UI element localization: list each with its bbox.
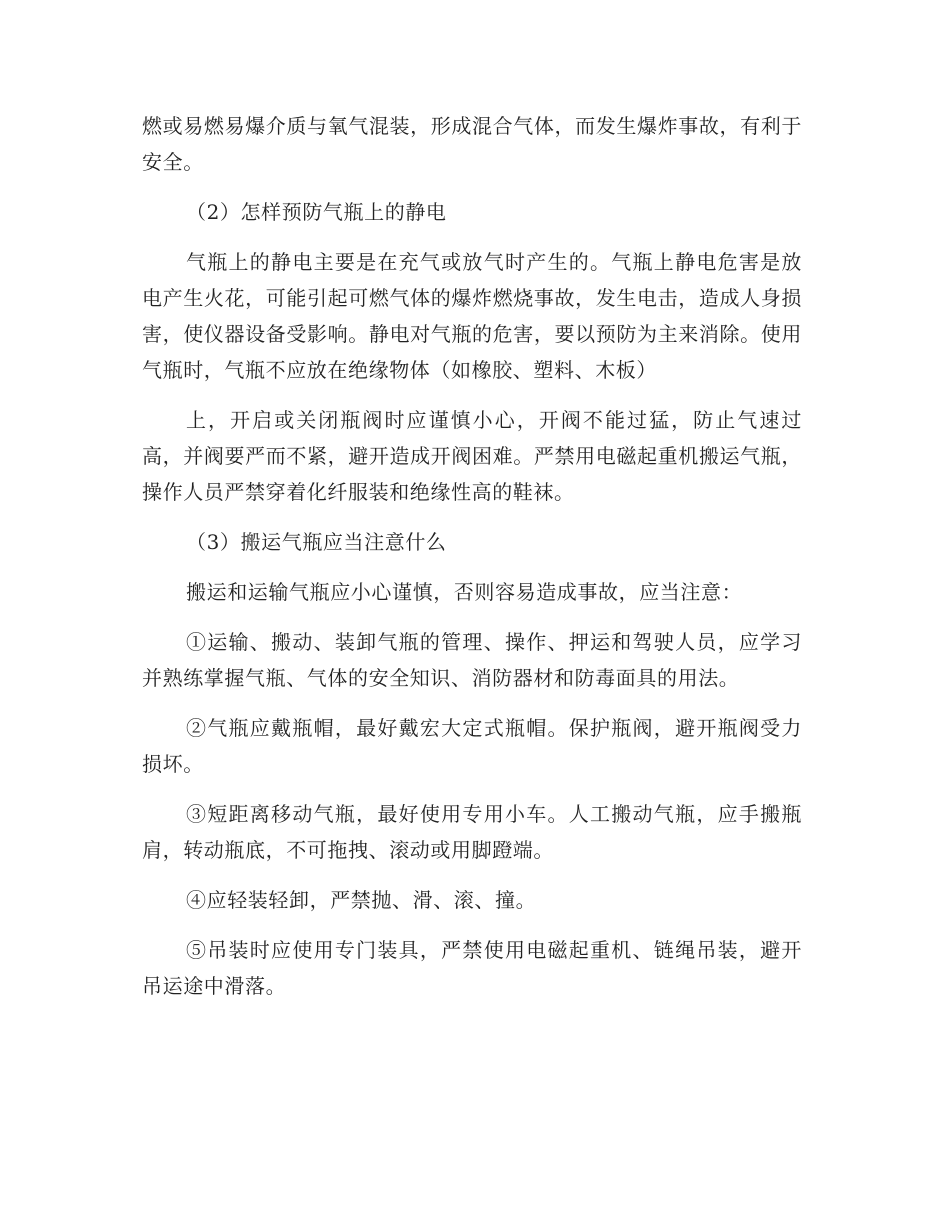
list-item-5: ⑤吊装时应使用专门装具，严禁使用电磁起重机、链绳吊装，避开吊运途中滑落。	[142, 938, 802, 998]
list-item-3: ③短距离移动气瓶，最好使用专用小车。人工搬动气瓶，应手搬瓶肩，转动瓶底，不可拖拽、滚动或用脚蹬端。	[142, 802, 802, 862]
paragraph-transport-intro: 搬运和运输气瓶应小心谨慎，否则容易造成事故，应当注意：	[186, 580, 743, 604]
list-item-2: ②气瓶应戴瓶帽，最好戴宏大定式瓶帽。保护瓶阀，避开瓶阀受力损坏。	[142, 716, 802, 776]
paragraph-static-electricity: 气瓶上的静电主要是在充气或放气时产生的。气瓶上静电危害是放电产生火花，可能引起可燃气体的爆炸燃烧事故，发生电击，造成人身损害，使仪器设备受影响。静电对气瓶的危害，要以预防为主来消除。使用气瓶时，气瓶不应放在绝缘物体（如橡胶、塑料、木板）	[142, 250, 802, 382]
document-page	[142, 108, 802, 1018]
list-item-4: ④应轻装轻卸，严禁抛、滑、滚、撞。	[186, 888, 537, 912]
list-item-1: ①运输、搬动、装卸气瓶的管理、操作、押运和驾驶人员，应学习并熟练掌握气瓶、气体的安全知识、消防器材和防毒面具的用法。	[142, 630, 802, 690]
paragraph-continuation: 燃或易燃易爆介质与氧气混装，形成混合气体，而发生爆炸事故，有利于安全。	[142, 114, 802, 174]
paragraph-valve-operation: 上，开启或关闭瓶阀时应谨慎小心，开阀不能过猛，防止气速过高，并阀要严而不紧，避开造成开阀困难。严禁用电磁起重机搬运气瓶，操作人员严禁穿着化纤服装和绝缘性高的鞋袜。	[142, 408, 802, 504]
section-heading-transport: （3）搬运气瓶应当注意什么	[186, 530, 447, 554]
section-heading-static-electricity: （2）怎样预防气瓶上的静电	[186, 200, 447, 224]
